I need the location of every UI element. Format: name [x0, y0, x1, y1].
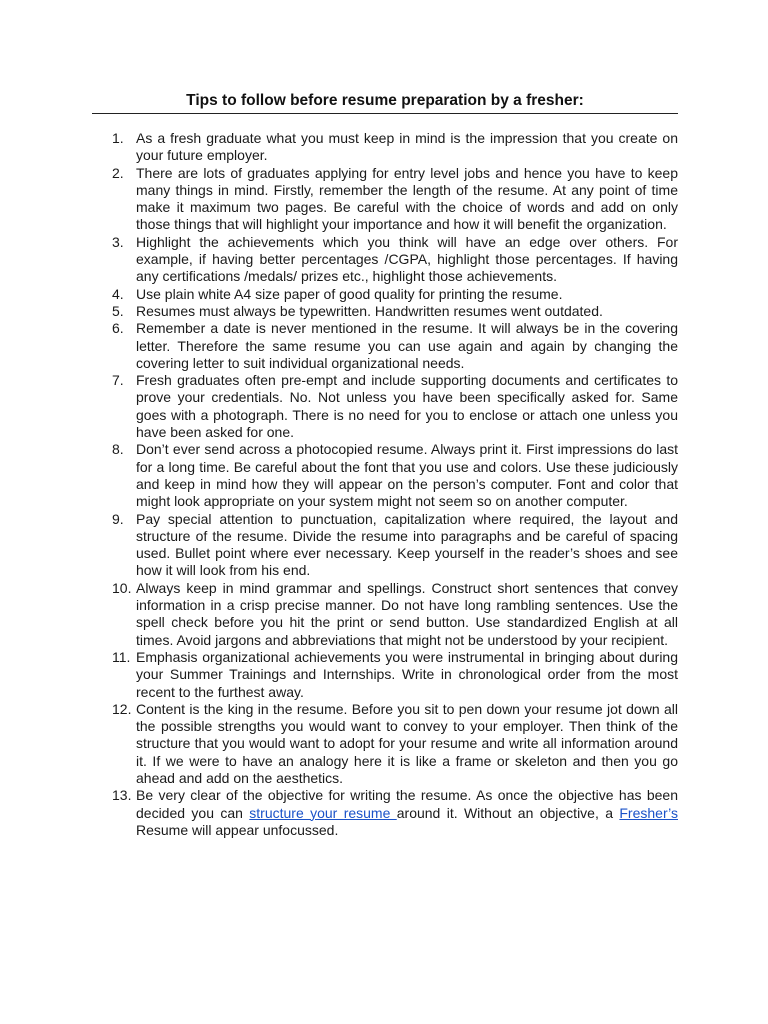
tip-text: Fresh graduates often pre-empt and include supporting documents and certificates to prove your credentials. No. Not unless you have been specifically asked for. Same goes with a photograph. There is no need for you to enclose or attach one unless you have been asked for one. [136, 372, 678, 441]
tip-item [0, 649, 678, 701]
tip-number: 13. [112, 787, 132, 804]
tip-text-part: Be very clear of the objective for writing the resume. As once the objective has been decided you can [136, 787, 678, 821]
tip-number: 6. [112, 320, 124, 337]
tip-number: 9. [112, 510, 124, 527]
tip-number: 3. [112, 233, 124, 250]
tip-number: 4. [112, 285, 124, 302]
tip-text: Pay special attention to punctuation, capitalization where required, the layout and structure of the resume. Divide the resume into paragraphs and be careful of spacing used. Bullet point where ever necessary. Keep yourself in the reader’s shoes and see how it will look from his end. [136, 510, 678, 579]
tip-number: 8. [112, 441, 124, 458]
tip-text: Use plain white A4 size paper of good quality for printing the resume. [136, 285, 563, 302]
tip-item [0, 303, 678, 320]
tip-item [0, 441, 678, 510]
tip-text: Always keep in mind grammar and spellings. Construct short sentences that convey information in a crisp precise manner. Do not have long rambling sentences. Use the spell check before you hit the print or send button. Use standardized English at all times. Avoid jargons and abbreviations that might not be understood by your recipient. [136, 579, 678, 648]
tip-item [0, 580, 678, 649]
tip-number: 11. [112, 648, 131, 665]
tip-item [0, 701, 678, 787]
tip-number: 10. [112, 579, 132, 596]
structure-your-resume-link[interactable]: structure your resume [249, 804, 397, 821]
tip-text: As a fresh graduate what you must keep in mind is the impression that you create on your future employer. [136, 130, 678, 164]
tip-item [0, 286, 678, 303]
freshers-link[interactable]: Fresher’s [619, 804, 678, 821]
tip-item [0, 130, 678, 165]
tip-item [0, 372, 678, 441]
tip-text: Don’t ever send across a photocopied resume. Always print it. First impressions do last for a long time. Be careful about the font that you use and colors. Use these judiciously and keep in mind how they will appear on the person’s computer. Font and color that might look appropriate on your system might not seem so on another computer. [136, 441, 678, 510]
title-divider [92, 113, 678, 114]
tip-number: 7. [112, 372, 124, 389]
tip-text: There are lots of graduates applying for entry level jobs and hence you have to keep many things in mind. Firstly, remember the length of the resume. At any point of time make it maximum two pages. Be careful with the choice of words and add on only those things that will highlight your importance and how it will benefit the organization. [136, 164, 678, 233]
tip-item-objective [0, 787, 678, 839]
tip-number: 1. [112, 130, 124, 146]
tip-text: Remember a date is never mentioned in the resume. It will always be in the covering letter. Therefore the same resume you can use again and again by changing the covering letter to suit individual organizational needs. [136, 320, 678, 371]
tip-text-part: Resume will appear unfocussed. [136, 821, 339, 838]
tip-number: 12. [112, 700, 132, 717]
tip-number: 5. [112, 302, 124, 319]
tip-item [0, 320, 678, 372]
tip-number: 2. [112, 164, 124, 181]
tip-text: Resumes must always be typewritten. Handwritten resumes went outdated. [136, 302, 603, 319]
tip-text-part: around it. Without an objective, a [396, 804, 620, 821]
tips-list [0, 130, 768, 839]
tip-item [0, 234, 678, 286]
tip-text: Content is the king in the resume. Before you sit to pen down your resume jot down all the possible strengths you would want to convey to your employer. Then think of the structure that you would want to adopt for your resume and write all information around it. If we were to have an analogy here it is like a frame or skeleton and then you go ahead and add on the aesthetics. [136, 700, 678, 786]
page-title: Tips to follow before resume preparation by a fresher: [186, 92, 584, 109]
tip-item [0, 165, 678, 234]
tip-text [136, 787, 678, 838]
tip-text: Highlight the achievements which you think will have an edge over others. For example, if having better percentages /CGPA, highlight those percentages. If having any certifications /medals/ prizes etc., highlight those achievements. [136, 233, 678, 285]
tip-item [0, 511, 678, 580]
tip-text: Emphasis organizational achievements you were instrumental in bringing about during your Summer Trainings and Internships. Write in chronological order from the most recent to the furthest away. [136, 648, 678, 700]
